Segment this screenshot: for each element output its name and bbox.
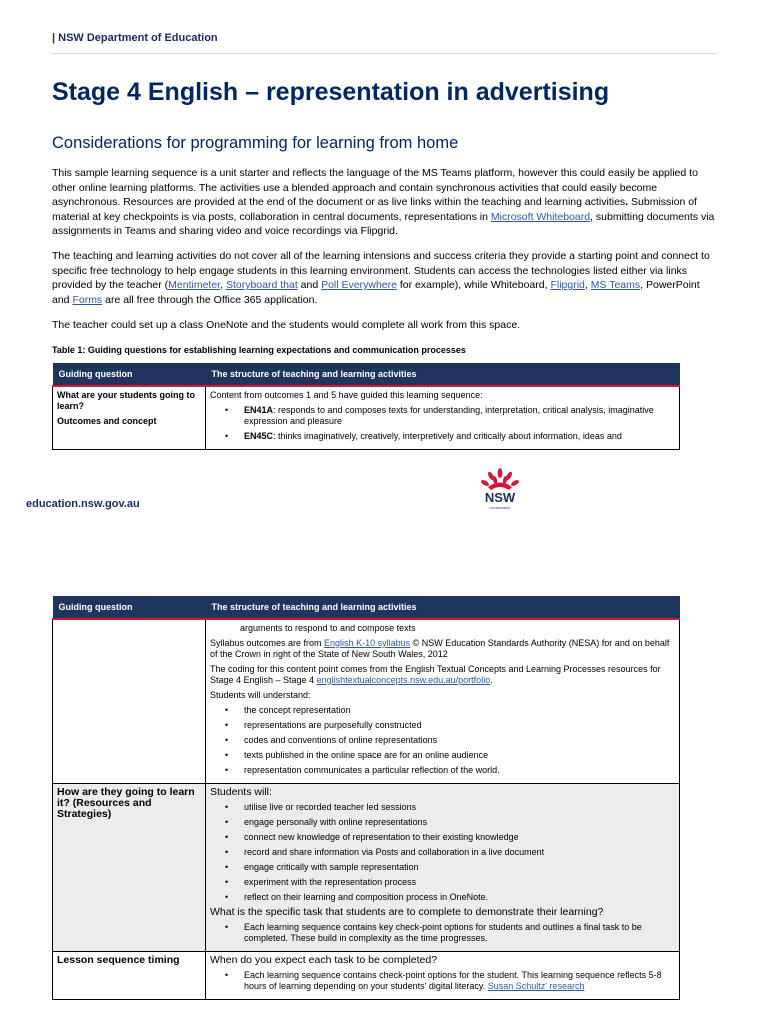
footer-url: education.nsw.gov.au bbox=[26, 498, 140, 510]
list-item: • record and share information via Posts and collaboration in a live document bbox=[240, 847, 675, 858]
poll-everywhere-link[interactable]: Poll Everywhere bbox=[321, 279, 397, 291]
task-list bbox=[210, 922, 675, 944]
strategies-list bbox=[210, 802, 675, 903]
table-header-row bbox=[53, 363, 680, 386]
intro-p2-text-b: for example), while Whiteboard, bbox=[396, 279, 551, 291]
intro-paragraph-3: The teacher could set up a class OneNote and the students would complete all work from this space. bbox=[52, 319, 521, 331]
row-label-timing: Lesson sequence timing bbox=[53, 952, 206, 1000]
understand-intro: Students will understand: bbox=[210, 690, 311, 700]
row-content-resources bbox=[206, 784, 680, 952]
column-header-guiding-question: Guiding question bbox=[53, 363, 206, 386]
intro-paragraph-1 bbox=[52, 166, 718, 239]
timing-list bbox=[210, 970, 675, 992]
waratah-icon bbox=[476, 468, 524, 512]
syllabus-note bbox=[210, 638, 675, 660]
row-label-continued bbox=[53, 619, 206, 784]
task-question: What is the specific task that students are to complete to demonstrate their learning? bbox=[210, 906, 604, 918]
list-item bbox=[240, 405, 675, 427]
outcome-code: EN45C bbox=[244, 431, 274, 441]
outcome-text: : responds to and composes texts for understanding, interpretation, critical analysis, imaginative expression and pleasure bbox=[244, 405, 654, 426]
row-content-timing bbox=[206, 952, 680, 1000]
list-item: • experiment with the representation process bbox=[240, 877, 675, 888]
row-label-outcomes bbox=[53, 386, 206, 450]
susan-schultz-research-link[interactable]: Susan Schultz' research bbox=[487, 981, 585, 991]
syllabus-text-b: © NSW Education Standards Authority (NESA) for and on behalf of the Crown in right of the State of New South Wales, 2012 bbox=[210, 638, 670, 659]
list-item: • Each learning sequence contains key check-point options for students and outlines a final task to be completed. These build in complexity as the time progresses. bbox=[240, 922, 675, 944]
microsoft-whiteboard-link[interactable]: Microsoft Whiteboard bbox=[490, 210, 591, 223]
table-row bbox=[53, 784, 680, 952]
understanding-list bbox=[210, 705, 675, 776]
intro-paragraph-2 bbox=[52, 249, 718, 307]
list-item: • the concept representation bbox=[240, 705, 675, 716]
ms-teams-link[interactable]: MS Teams bbox=[590, 279, 641, 291]
continued-outcome-text: arguments to respond to and compose texts bbox=[240, 623, 416, 633]
mentimeter-link[interactable]: Mentimeter bbox=[168, 279, 221, 291]
department-header: | NSW Department of Education bbox=[52, 32, 218, 44]
logo-subtext: GOVERNMENT bbox=[489, 506, 511, 510]
row-content-continued bbox=[206, 619, 680, 784]
row-label-outcomes-concept: Outcomes and concept bbox=[57, 416, 157, 426]
list-item: • representations are purposefully constructed bbox=[240, 720, 675, 731]
english-syllabus-link[interactable]: English K-10 syllabus bbox=[324, 638, 411, 648]
coding-text-a: The coding for this content point comes from the English Textual Concepts and Learning Processes resources for Stage 4 English – Stage 4 bbox=[210, 664, 661, 685]
list-item: • reflect on their learning and composition process in OneNote. bbox=[240, 892, 675, 903]
list-item: • connect new knowledge of representation to their existing knowledge bbox=[240, 832, 675, 843]
outcome-text: : thinks imaginatively, creatively, interpretively and critically about information, ideas and bbox=[273, 431, 622, 441]
nsw-government-logo bbox=[476, 468, 524, 512]
flipgrid-link[interactable]: Flipgrid bbox=[550, 279, 585, 291]
table-header-row bbox=[53, 596, 680, 619]
list-item bbox=[240, 431, 675, 442]
list-item: • representation communicates a particular reflection of the world. bbox=[240, 765, 675, 776]
outcomes-list bbox=[210, 405, 675, 442]
intro-p1-text-c: , submitting documents via assignments in Teams and sharing video and voice recordings via Flipgrid. bbox=[52, 210, 715, 237]
list-item: • engage personally with online representations bbox=[240, 817, 675, 828]
intro-p2-text-d: are all free through the Office 365 application. bbox=[102, 293, 318, 306]
guiding-questions-table-part-2 bbox=[52, 596, 680, 1000]
header-divider bbox=[52, 53, 716, 54]
list-item: • texts published in the online space are for an online audience bbox=[240, 750, 675, 761]
textual-concepts-link[interactable]: englishtextualconcepts.nsw.edu.au/portfolio bbox=[316, 675, 491, 685]
column-header-structure: The structure of teaching and learning activities bbox=[206, 596, 680, 619]
row-content-outcomes bbox=[206, 386, 680, 450]
intro-p2-and: and bbox=[297, 279, 322, 291]
table-row bbox=[53, 619, 680, 784]
list-item: • codes and conventions of online representations bbox=[240, 735, 675, 746]
row-label-question: What are your students going to learn? bbox=[57, 390, 196, 411]
table-row bbox=[53, 952, 680, 1000]
intro-p1-text-a: This sample learning sequence is a unit starter and reflects the language of the MS Teams platform, however this could easily be applied to other online learning platforms. The activities use a blended approach and contain synchronous activities that could easily become asynchronous. Resources are provided at the end of the document or as live links within the teaching and learning activities bbox=[52, 167, 698, 208]
outcome-code: EN41A bbox=[244, 405, 274, 415]
forms-link[interactable]: Forms bbox=[72, 293, 103, 306]
intro-p2-text-c: , PowerPoint and bbox=[52, 279, 700, 306]
list-item: • engage critically with sample representation bbox=[240, 862, 675, 873]
storyboard-that-link[interactable]: Storyboard that bbox=[225, 279, 298, 291]
intro-p2-sep-2: , bbox=[584, 279, 591, 291]
outcomes-intro: Content from outcomes 1 and 5 have guided this learning sequence: bbox=[210, 390, 483, 400]
table-row bbox=[53, 386, 680, 450]
column-header-guiding-question: Guiding question bbox=[53, 596, 206, 619]
intro-p1-text-b: Submission of material at key checkpoints is via posts, collaboration in central documents, representations in bbox=[52, 196, 697, 223]
list-item: • utilise live or recorded teacher led sessions bbox=[240, 802, 675, 813]
list-item bbox=[240, 970, 675, 992]
table-caption: Table 1: Guiding questions for establishing learning expectations and communication processes bbox=[52, 345, 466, 355]
coding-text-b: . bbox=[490, 675, 493, 685]
syllabus-text-a: Syllabus outcomes are from bbox=[210, 638, 325, 648]
coding-note bbox=[210, 664, 675, 686]
guiding-questions-table-part-1 bbox=[52, 363, 680, 450]
logo-wordmark: NSW bbox=[484, 490, 516, 505]
page-subtitle: Considerations for programming for learning from home bbox=[52, 134, 459, 152]
timing-question: When do you expect each task to be completed? bbox=[210, 954, 438, 966]
intro-p2-sep-1: , bbox=[220, 279, 226, 291]
page-title: Stage 4 English – representation in advertising bbox=[52, 78, 610, 106]
intro-p1-period: . bbox=[625, 196, 629, 208]
row-label-resources: How are they going to learn it? (Resources and Strategies) bbox=[53, 784, 206, 952]
intro-p2-text-a: The teaching and learning activities do not cover all of the learning intensions and success criteria they provide a starting point and connect to specific free technology to help engage students in this learning environment. Students can access the technologies listed either via links provided by the teacher ( bbox=[52, 250, 710, 291]
column-header-structure: The structure of teaching and learning activities bbox=[206, 363, 680, 386]
resources-intro: Students will: bbox=[210, 786, 272, 798]
timing-text: Each learning sequence contains check-point options for the student. This learning sequence reflects 5-8 hours of learning depending on your students' digital literacy. bbox=[244, 970, 662, 991]
